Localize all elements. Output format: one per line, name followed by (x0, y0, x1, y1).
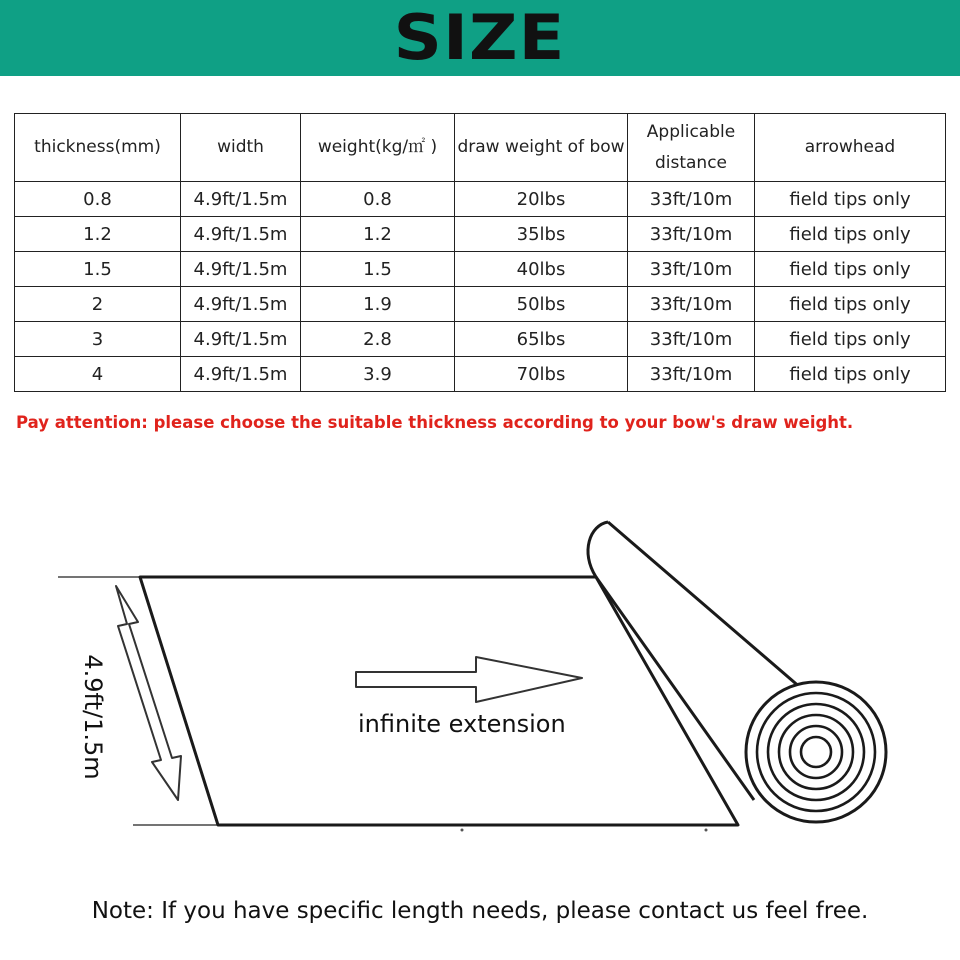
table-row (15, 217, 946, 252)
cell-width: 4.9ft/1.5m (181, 182, 301, 217)
header-thickness: thickness(mm) (15, 114, 181, 182)
cell-weight: 1.9 (301, 287, 455, 322)
table-row (15, 252, 946, 287)
cell-thickness: 2 (15, 287, 181, 322)
cell-width: 4.9ft/1.5m (181, 357, 301, 392)
cell-thickness: 1.5 (15, 252, 181, 287)
dot-mark (705, 829, 708, 832)
cell-thickness: 0.8 (15, 182, 181, 217)
cell-thickness: 1.2 (15, 217, 181, 252)
cell-width: 4.9ft/1.5m (181, 322, 301, 357)
table-row (15, 287, 946, 322)
width-label: 4.9ft/1.5m (79, 654, 107, 780)
cell-draw-weight: 70lbs (455, 357, 628, 392)
header-weight: weight(kg/㎡ ) (301, 114, 455, 182)
table-row (15, 182, 946, 217)
header-width: width (181, 114, 301, 182)
cell-arrowhead: field tips only (755, 252, 946, 287)
mat-sheet (140, 577, 738, 825)
cell-weight: 3.9 (301, 357, 455, 392)
header-arrowhead: arrowhead (755, 114, 946, 182)
cell-distance: 33ft/10m (628, 322, 755, 357)
cell-arrowhead: field tips only (755, 217, 946, 252)
cell-draw-weight: 65lbs (455, 322, 628, 357)
roll-start-cap (588, 522, 608, 577)
cell-draw-weight: 50lbs (455, 287, 628, 322)
cell-arrowhead: field tips only (755, 287, 946, 322)
cell-draw-weight: 35lbs (455, 217, 628, 252)
header-distance: Applicable distance (628, 114, 755, 182)
banner-title: SIZE (394, 1, 566, 74)
cell-distance: 33ft/10m (628, 182, 755, 217)
size-banner (0, 0, 960, 76)
cell-weight: 1.5 (301, 252, 455, 287)
length-note: Note: If you have specific length needs, please contact us feel free. (91, 898, 869, 924)
roll-illustration (0, 500, 960, 860)
cell-distance: 33ft/10m (628, 217, 755, 252)
cell-distance: 33ft/10m (628, 287, 755, 322)
cell-thickness: 4 (15, 357, 181, 392)
table-header-row (15, 114, 946, 182)
cell-arrowhead: field tips only (755, 357, 946, 392)
cell-distance: 33ft/10m (628, 252, 755, 287)
cell-draw-weight: 20lbs (455, 182, 628, 217)
dot-mark (461, 829, 464, 832)
header-draw-weight: draw weight of bow (455, 114, 628, 182)
cell-weight: 1.2 (301, 217, 455, 252)
cell-arrowhead: field tips only (755, 322, 946, 357)
table-row (15, 322, 946, 357)
table-row (15, 357, 946, 392)
size-table (14, 113, 946, 392)
attention-note: Pay attention: please choose the suitable thickness according to your bow's draw weight. (16, 413, 854, 432)
cell-distance: 33ft/10m (628, 357, 755, 392)
cell-draw-weight: 40lbs (455, 252, 628, 287)
cell-width: 4.9ft/1.5m (181, 217, 301, 252)
extension-label: infinite extension (358, 710, 566, 738)
cell-arrowhead: field tips only (755, 182, 946, 217)
cell-width: 4.9ft/1.5m (181, 252, 301, 287)
cell-thickness: 3 (15, 322, 181, 357)
cell-width: 4.9ft/1.5m (181, 287, 301, 322)
cell-weight: 0.8 (301, 182, 455, 217)
cell-weight: 2.8 (301, 322, 455, 357)
